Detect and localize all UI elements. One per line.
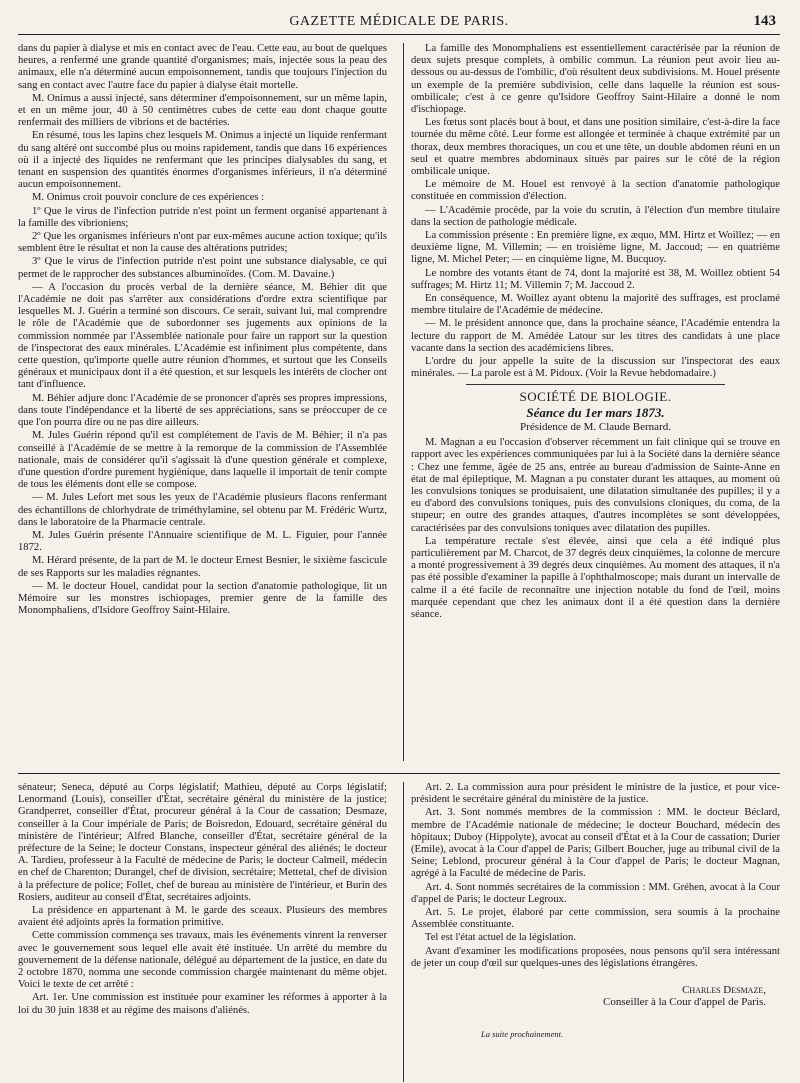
paragraph: sénateur; Seneca, député au Corps législatif; Mathieu, député au Corps législatif; Lenormand (Louis), conseiller d'État, secrétaire général du ministère de la justice; Grandperret, conseiller d'État, procureur général à la Cour de cassation; Desmaze, conseiller à la Cour impériale de Paris; de Boisredon, Edouard, secrétaire général du ministère de l'intérieur; Alfred Blanche, conseiller d'État, secrétaire général de la préfecture de la Seine; le docteur Constans, inspecteur général des aliénés; le docteur A. Tardieu, professeur à la Faculté de médecine de Paris; le docteur Calmeil, médecin en chef de Charenton; Durangel, chef de division, secrétaire; Mettetal, chef de division à la préfecture de police; Follet, chef de bureau au ministère de l'intérieur, et Burin des Rosiers, auditeur au conseil d'État, secrétaires adjoints. xyxy=(18,782,387,903)
paragraph: Art. 5. Le projet, élaboré par cette commission, sera soumis à la prochaine Assemblée constituante. xyxy=(411,907,780,931)
author-title: Conseiller à la Cour d'appel de Paris. xyxy=(603,996,766,1009)
bottom-section xyxy=(18,782,780,1082)
paragraph: La présidence en appartenant à M. le garde des sceaux. Plusieurs des membres avaient été adjoints après la formation primitive. xyxy=(18,905,387,929)
paragraph: La famille des Monomphaliens est essentiellement caractérisée par la réunion de deux sujets presque complets, à ombilic commun. La réunion peut avoir lieu au-dessous ou au-dessus de l'ombilic, d'où résultent deux subdivisions. M. Houel présente un exemple de la première subdivision, celle dans laquelle la réunion est sous-ombilicale; c'est à ce genre qu'Isidore Geoffroy Saint-Hilaire a donné le nom d'ischiopage. xyxy=(411,43,780,116)
top-right-column xyxy=(411,43,780,769)
paragraph: L'ordre du jour appelle la suite de la discussion sur l'inspectorat des eaux minérales. — La parole est à M. Pidoux. (Voir la Revue hebdomadaire.) xyxy=(411,356,780,380)
paragraph: dans du papier à dialyse et mis en contact avec de l'eau. Cette eau, au bout de quelques heures, a renfermé une grande quantité d'organismes; mais, injectée sous la peau des animaux, elle n'a déterminé aucun empoisonnement, tandis que toujours l'injection du sang en contact avec l'autre face du papier à dialyse était mortelle. xyxy=(18,43,387,91)
column-divider xyxy=(403,782,404,1082)
paragraph: La température rectale s'est élevée, ainsi que cela a été indiqué plus particulièrement par M. Charcot, de 37 degrés deux cinquièmes, la colonne de mercure a monté progressivement à 39 degrés deux cinquièmes. Au moment des attaques, il n'a pas été possible d'examiner la papille à l'ophthalmoscope; mais durant un intervalle de calme il a été facile de reconnaître une injection notable du fond de l'œil, moins marquée cependant que chez les animaux dont il a été question dans la dernière séance. xyxy=(411,535,780,620)
presidency-line: Présidence de M. Claude Bernard. xyxy=(520,420,671,433)
author-name: Charles Desmaze, xyxy=(682,984,766,997)
horizontal-rule xyxy=(18,773,780,774)
bottom-right-column xyxy=(411,782,780,1082)
paragraph: Cette commission commença ses travaux, mais les événements vinrent la renverser avec le gouvernement sous lequel elle avait été instituée. Un arrêté du membre du gouvernement de la défense nationale, délégué au département de la justice, en date du 2 octobre 1870, nomma une seconde commission chargée maintenant du même objet. Voici le texte de cet arrêté : xyxy=(18,930,387,991)
paragraph: Les fœtus sont placés bout à bout, et dans une position similaire, c'est-à-dire la face tournée du même côté. Leur forme est allongée et terminée à chaque extrémité par un thorax, deux membres thoraciques, un cou et une tête, un double abdomen réuni en un seul et quatre membres abdominaux situés par paires sur le côté de la région ombilicale unique. xyxy=(411,117,780,178)
paragraph: La commission présente : En première ligne, ex æquo, MM. Hirtz et Woillez; — en deuxième ligne, M. Villemin; — en troisième ligne, M. Jaccoud; — en quatrième ligne, M. Michel Peter; — en cinquième ligne, M. Bucquoy. xyxy=(411,230,780,266)
paragraph: Le mémoire de M. Houel est renvoyé à la section d'anatomie pathologique constituée en commission d'élection. xyxy=(411,179,780,203)
paragraph: Art. 4. Sont nommés secrétaires de la commission : MM. Gréhen, avocat à la Cour d'appel de Paris; le docteur Legroux. xyxy=(411,881,780,905)
seance-heading: Séance du 1er mars 1873. xyxy=(526,404,665,420)
paragraph: Le nombre des votants étant de 74, dont la majorité est 38, M. Woillez obtient 54 suffrages; M. Hirtz 11; M. Villemin 7; M. Jaccoud 2. xyxy=(411,267,780,291)
paragraph: Art. 1er. Une commission est instituée pour examiner les réformes à apporter à la loi du 30 juin 1838 et au régime des maisons d'aliénés. xyxy=(18,992,387,1016)
paragraph: M. Magnan a eu l'occasion d'observer récemment un fait clinique qui se trouve en rapport avec les expériences communiquées par lui à la Société dans la dernière séance : Chez une femme, âgée de 25 ans, entrée au bureau d'admission de Sainte-Anne en état de mal épileptique, M. Magnan a pu constater durant les attaques, au moment où les convulsions toniques se produisaient, une dilatation simultanée des pupilles; il y a eu d'abord des convulsions toniques, puis des convulsions cloniques, du coma, de la stupeur; en outre des grandes attaques, d'autres incomplètes se sont développées, caractérisées par des convulsions toniques avec dilatation des pupilles. xyxy=(411,437,780,534)
paragraph: En conséquence, M. Woillez ayant obtenu la majorité des suffrages, est proclamé membre titulaire de l'Académie de médecine. xyxy=(411,293,780,317)
running-header xyxy=(18,10,780,35)
section-divider xyxy=(466,384,724,385)
paragraph: Tel est l'état actuel de la législation. xyxy=(425,932,576,944)
paragraph: — M. le docteur Houel, candidat pour la section d'anatomie pathologique, lit un Mémoire sur les monstres ischiopages, premier genre de la famille des Monomphaliens, d'Isidore Geoffroy Saint-Hilaire. xyxy=(18,580,387,617)
paragraph: M. Béhier adjure donc l'Académie de se prononcer d'après ses propres impressions, dans toute l'indépendance et la liberté de ses appréciations, sans se préoccuper de ce que l'on pourra dire ou ne pas dire ailleurs. xyxy=(18,392,387,429)
paragraph: 2º Que les organismes inférieurs n'ont par eux-mêmes aucune action toxique; qu'ils semblent être le résultat et non la cause des altérations putrides; xyxy=(18,231,387,255)
paragraph: En résumé, tous les lapins chez lesquels M. Onimus a injecté un liquide renfermant du sang altéré ont succombé plus ou moins rapidement, tandis que dans 16 expériences où il a injecté des liquides ne renfermant que les principes dialysables du sang, et tenant en suspension des quantités énormes d'organismes inférieurs, il n'a déterminé aucun empoisonnement. xyxy=(18,130,387,191)
society-title: SOCIÉTÉ DE BIOLOGIE. xyxy=(519,389,672,405)
paragraph: 3º Que le virus de l'infection putride n'est point une substance dialysable, ce qui permet de le rapprocher des substances albuminoïdes. (Com. M. Davaine.) xyxy=(18,256,387,280)
gazette-title: GAZETTE MÉDICALE DE PARIS. xyxy=(289,14,509,29)
signature-block xyxy=(411,984,780,1008)
paragraph: Art. 2. La commission aura pour président le ministre de la justice, et pour vice-président le secrétaire général du ministère de la justice. xyxy=(411,782,780,806)
paragraph: — L'Académie procède, par la voie du scrutin, à l'élection d'un membre titulaire dans la section de pathologie médicale. xyxy=(411,204,780,228)
paragraph: M. Onimus a aussi injecté, sans déterminer d'empoisonnement, sur un même lapin, et en un même jour, 40 à 50 centimètres cubes de cette eau dont chaque goutte renfermait des milliers de vibrions et de bactéries. xyxy=(18,92,387,129)
page-number: 143 xyxy=(753,13,776,29)
top-section xyxy=(18,43,780,769)
bottom-left-column xyxy=(18,782,387,1082)
paragraph: — M. le président annonce que, dans la prochaine séance, l'Académie entendra la lecture du rapport de M. Amédée Latour sur les titres des candidats à une place vacante dans la section des académiciens libres. xyxy=(411,318,780,354)
paragraph: M. Onimus croit pouvoir conclure de ces expériences : xyxy=(32,192,265,204)
paragraph: M. Jules Guérin répond qu'il est complétement de l'avis de M. Béhier; il n'a pas conseillé à l'Académie de se mettre à la remorque de la commission de l'Assemblée nationale, mais de considérer qu'il s'agissait là d'une question générale et complexe, d'une question d'ordre purement hygiénique, dans laquelle il importait de tenir compte de tous les éléments dont elle se compose. xyxy=(18,430,387,491)
column-divider xyxy=(403,43,404,761)
paragraph: — M. Jules Lefort met sous les yeux de l'Académie plusieurs flacons renfermant des échantillons de chlorhydrate de triméthylamine, sel obtenu par M. Frédéric Wurtz, dans le laboratoire de la Pharmacie centrale. xyxy=(18,492,387,528)
paragraph: — A l'occasion du procès verbal de la dernière séance, M. Béhier dit que l'Académie ne doit pas s'arrêter aux considérations d'ordre extra scientifique par lesquelles M. J. Guérin a terminé son discours. Ce serait, suivant lui, mal comprendre le rôle de l'Académie que de subordonner ses jugements aux opinions de la commission nommée par l'Assemblée nationale pour faire un rapport sur la question de l'inspectorat des eaux minérales. L'Académie est infiniment plus compétente, dans cette question, qu'importe quelle autre réunion d'hommes, et surtout que les Conseils généraux et municipaux dont il a été question, et sur lesquels les intérêts de clocher ont tant d'influence. xyxy=(18,281,387,391)
paragraph: Art. 3. Sont nommés membres de la commission : MM. le docteur Béclard, membre de l'Académie nationale de médecine; le docteur Bouchard, médecin des hôpitaux; Duboy (Hippolyte), avocat au conseil d'État et à la Cour de cassation; Durier (Emile), avocat à la Cour d'appel de Paris; Gilbert Boucher, juge au tribunal civil de la Seine; Leblond, procureur général à la Cour d'appel de Paris; le docteur Magnan, agrégé à la Faculté de médecine de Paris. xyxy=(411,807,780,880)
paragraph: M. Jules Guérin présente l'Annuaire scientifique de M. L. Figuier, pour l'année 1872. xyxy=(18,529,387,554)
continuation-note: La suite prochainement. xyxy=(481,1029,564,1040)
paragraph: M. Hérard présente, de la part de M. le docteur Ernest Besnier, le sixième fascicule de ses Rapports sur les maladies régnantes. xyxy=(18,555,387,579)
paragraph: 1º Que le virus de l'infection putride n'est point un ferment organisé appartenant à la famille des vibrioniens; xyxy=(18,205,387,229)
paragraph: Avant d'examiner les modifications proposées, nous pensons qu'il sera intéressant de jeter un coup d'œil sur quelques-unes des législations étrangères. xyxy=(411,945,780,969)
top-left-column xyxy=(18,43,387,769)
